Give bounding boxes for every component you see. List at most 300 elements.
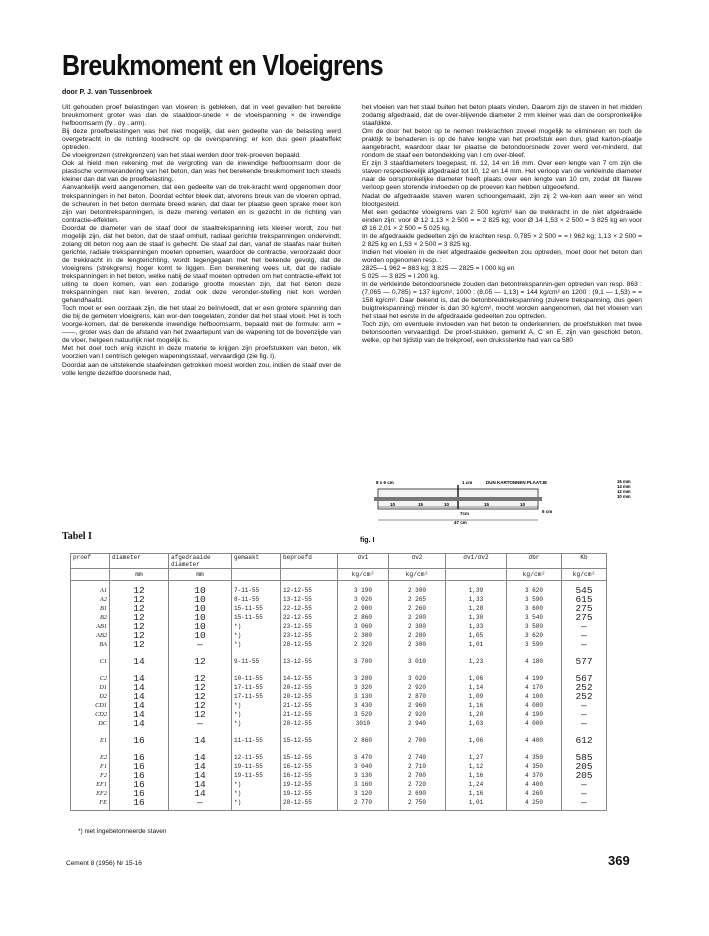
cell-value: 14 — [194, 735, 206, 746]
table-row-group — [71, 652, 607, 669]
table-cell — [281, 669, 338, 731]
table-cell — [110, 581, 169, 653]
cell-value: 15-12-55 — [283, 754, 312, 761]
cell-value: AB1 — [96, 623, 107, 630]
cell-value: 19-11-55 — [234, 763, 263, 770]
col-header: σv1/σv2 — [446, 554, 507, 569]
cell-value: 10 — [194, 612, 206, 623]
cell-value: 2 700 — [407, 737, 426, 744]
thickness-label: 6 cm — [542, 509, 553, 514]
cell-value: 577 — [575, 656, 593, 667]
table-cell — [389, 652, 446, 669]
cell-value: 14 — [133, 673, 145, 684]
legend-entry: 14 mm — [617, 484, 631, 489]
steel-bar — [374, 497, 542, 501]
cell-value: 16 — [133, 779, 145, 790]
cell-value: 8-11-55 — [234, 596, 260, 603]
cell-value: 23-12-55 — [283, 632, 312, 639]
cell-value: 1,06 — [468, 675, 484, 682]
cell-value: 2 300 — [407, 623, 426, 630]
cell-value: 15-11-55 — [234, 614, 263, 621]
table-cell — [507, 581, 562, 653]
cell-value: 12 — [194, 682, 206, 693]
cell-value: 3 130 — [353, 772, 372, 779]
cell-value: 10 — [194, 594, 206, 605]
cell-value: 12 — [194, 709, 206, 720]
cell-value: 2 860 — [353, 737, 372, 744]
table-cell — [71, 731, 110, 748]
cell-value: 16-12-55 — [283, 772, 312, 779]
cell-value: *) — [234, 623, 242, 630]
col-header: proef — [71, 554, 110, 569]
cell-value: 3 020 — [407, 675, 426, 682]
cell-value: 21-12-55 — [283, 711, 312, 718]
journal-footer: Cement 8 (1956) Nr 15-16 — [66, 860, 142, 867]
table-cell — [562, 652, 607, 669]
left-column — [62, 104, 341, 378]
cell-value: — — [581, 621, 587, 632]
cell-value: 4 190 — [524, 711, 543, 718]
figure-label: fig. I — [360, 537, 375, 544]
cell-value: 1,01 — [468, 641, 484, 648]
cell-value: — — [581, 709, 587, 720]
cell-value: 2 710 — [407, 763, 426, 770]
table-cell — [281, 652, 338, 669]
article-title: Breukmoment en Vloeigrens — [62, 50, 383, 82]
table-cell — [281, 731, 338, 748]
table-cell — [389, 669, 446, 731]
cell-value: *) — [234, 790, 242, 797]
cell-value: 3 020 — [353, 596, 372, 603]
cell-value: 3 540 — [524, 614, 543, 621]
cell-value: C1 — [99, 658, 107, 665]
cell-value: 14 — [133, 709, 145, 720]
cell-value: 16 — [133, 761, 145, 772]
cell-value: 1,16 — [468, 772, 484, 779]
cell-value: — — [197, 639, 203, 650]
table-cell — [169, 652, 232, 669]
cell-value: 2 720 — [407, 781, 426, 788]
table-cell — [338, 731, 389, 748]
table-cell — [232, 748, 281, 811]
table-cell — [232, 652, 281, 669]
cell-value: F2 — [100, 772, 107, 779]
col-header: afgedraaide diameter — [169, 554, 232, 569]
paragraph: Met een gedachte vloeigrens van 2 500 kg/cm² kan de trekkracht in de niet afgedraaide einden zijn: voor Ø 12 1,13 × 2 500 = = 2 825 kg; voor Ø 14 1,53 × 2 500 = 3 825 kg en voor Ø 16 2,01 × 2 500 = 5 025 kg. — [362, 208, 642, 232]
paragraph: Uit gehouden proef belastingen van vloeren is gebleken, dat in veel gevallen het bereikte breukmoment groter was dan de staaldoor-snede × de vloeispanning × de inwendige hefboomsarm (fy . σy . arm). — [62, 104, 341, 128]
legend-entry: 12 mm — [617, 489, 631, 494]
paragraph: Indien het vloeien in de niet afgedraaide gedeelten zou optreden, moet door het beton dan worden opgenomen resp. : — [362, 248, 642, 264]
paragraph: Bij deze proefbelastingen was het niet mogelijk, dat een gedeelte van de belasting werd overgebracht in de richting loodrecht op de overspanning; er kon dus geen plaateffekt optreden. — [62, 128, 341, 152]
table-cell — [562, 731, 607, 748]
table-cell — [169, 731, 232, 748]
table-cell — [110, 652, 169, 669]
col-header: σv1 — [338, 554, 389, 569]
cell-value: 23-12-55 — [283, 623, 312, 630]
unit-cell — [446, 569, 507, 581]
cell-value: 3010 — [355, 720, 371, 727]
cell-value: 16 — [133, 752, 145, 763]
cell-value: 1,16 — [468, 790, 484, 797]
cell-value: 1,20 — [468, 711, 484, 718]
cell-value: 1,28 — [468, 605, 484, 612]
cell-value: 16 — [133, 788, 145, 799]
paragraph: Met het doel toch enig inzicht in deze materie te krijgen zijn proefstukken van beton, elk voorzien van I centrisch gelegen wapeningsstaaf, vervaardigd (zie fig. I). — [62, 345, 341, 361]
cell-value: 16 — [133, 735, 145, 746]
cell-value: 2 870 — [407, 693, 426, 700]
cell-value: 1,05 — [468, 632, 484, 639]
cell-value: 3 600 — [524, 605, 543, 612]
cell-value: 12 — [133, 603, 145, 614]
segment-label: 10 — [444, 502, 450, 507]
table-cell — [507, 731, 562, 748]
table-cell — [232, 581, 281, 653]
cell-value: 16 — [133, 770, 145, 781]
cell-value: 12-11-55 — [234, 754, 263, 761]
cell-value: 2 770 — [353, 799, 372, 806]
cell-value: 12 — [133, 585, 145, 596]
cell-value: 10 — [194, 621, 206, 632]
table-cell — [446, 669, 507, 731]
cell-value: 2 265 — [407, 596, 426, 603]
cell-value: 2 700 — [407, 772, 426, 779]
cell-value: E1 — [100, 737, 107, 744]
cell-value: B1 — [100, 605, 107, 612]
cell-value: 15-12-55 — [283, 737, 312, 744]
table-row-group — [71, 669, 607, 731]
cell-value: 4 400 — [524, 781, 543, 788]
cell-value: 14 — [194, 770, 206, 781]
cell-value: 1,14 — [468, 684, 484, 691]
results-table — [70, 553, 607, 811]
paragraph: In de verkleinde betondoorsnede zouden dan betontrekspannin-gen optreden van resp. 863 : (7,065 — 0,785) = 137 kg/cm², 1000 : (8,05 — 1,13) = 144 kg/cm² en 1200 : (9,1 — 1,53) = = 158 kg/cm². Daar bekend is, dat de betonbreuktrekspanning (zuivere trekspanning, dus geen buigtrekspanning) minder is dan 30 kg/cm², mocht worden aangenomen, dat het vloeien van het staal het eerste in de afgedraaide gedeelten zou optreden. — [362, 281, 642, 321]
cell-value: 205 — [575, 770, 593, 781]
cell-value: — — [197, 797, 203, 808]
table-cell — [110, 748, 169, 811]
cell-value: 2 380 — [353, 632, 372, 639]
cell-value: 19-12-55 — [283, 781, 312, 788]
cell-value: 4 350 — [524, 754, 543, 761]
table-cell — [562, 669, 607, 731]
cell-value: 2 300 — [407, 587, 426, 594]
cell-value: 10 — [194, 585, 206, 596]
cell-value: — — [581, 788, 587, 799]
col-header: Kb — [562, 554, 607, 569]
cell-value: 1,27 — [468, 754, 484, 761]
cell-value: EF1 — [96, 781, 107, 788]
cell-value: 2 960 — [407, 702, 426, 709]
cell-value: 4 170 — [524, 684, 543, 691]
cell-value: 22-12-55 — [283, 605, 312, 612]
cell-value: 4 260 — [524, 790, 543, 797]
table-cell — [562, 581, 607, 653]
paragraph: het vloeien van het staal buiten het beton plaats vinden. Daarom zijn de staven in het midden zodanig afgedraaid, dat de over-blijvende diameter 2 mm kleiner was dan de oorspronkelijke staafdikte. — [362, 104, 642, 128]
table-cell — [507, 652, 562, 669]
col-header: σv2 — [389, 554, 446, 569]
cell-value: — — [581, 779, 587, 790]
cell-value: 4 000 — [524, 720, 543, 727]
cell-value: 14 — [133, 691, 145, 702]
cell-value: 2 900 — [353, 605, 372, 612]
table-cell — [169, 581, 232, 653]
cell-value: 2 740 — [407, 754, 426, 761]
table-row-group — [71, 581, 607, 653]
cell-value: DC — [98, 720, 107, 727]
cell-value: F1 — [100, 763, 107, 770]
cell-value: 4 190 — [524, 675, 543, 682]
paragraph: De vloeigrenzen (strekgrenzen) van het staal werden door trek-proeven bepaald. — [62, 152, 302, 160]
cell-value: 19-12-55 — [283, 790, 312, 797]
cell-value: 1,12 — [468, 763, 484, 770]
cell-value: A1 — [100, 587, 107, 594]
cell-value: 3 430 — [353, 702, 372, 709]
legend-entry: 10 mm — [617, 494, 631, 499]
cell-value: 275 — [575, 603, 593, 614]
cell-value: 11-11-55 — [234, 737, 263, 744]
cell-value: 3 200 — [353, 675, 372, 682]
cell-value: 16-12-55 — [283, 763, 312, 770]
unit-cell: kg/cm² — [389, 569, 446, 581]
cell-value: 22-12-55 — [283, 614, 312, 621]
cell-value: 1,16 — [468, 702, 484, 709]
cell-value: 3 060 — [353, 623, 372, 630]
unit-cell: mm — [169, 569, 232, 581]
figure-dim-text: 1 cm — [462, 480, 473, 485]
cell-value: 12 — [133, 630, 145, 641]
cell-value: — — [197, 718, 203, 729]
cell-value: — — [581, 718, 587, 729]
cell-value: 28-12-55 — [283, 641, 312, 648]
col-header: gemaakt — [232, 554, 281, 569]
cell-value: 1,24 — [468, 781, 484, 788]
cell-value: 10 — [194, 630, 206, 641]
cell-value: 2 920 — [407, 711, 426, 718]
table-cell — [446, 581, 507, 653]
unit-cell — [71, 569, 110, 581]
unit-cell: kg/cm² — [562, 569, 607, 581]
cell-value: B2 — [100, 614, 107, 621]
cell-value: 13-12-55 — [283, 596, 312, 603]
cell-value: 10-11-55 — [234, 675, 263, 682]
paragraph: Er zijn 3 staafdiameters toegepast, nl. 12, 14 en 16 mm. Over een lengte van 7 cm zijn die staven respectievelijk afgedraaid tot 10, 12 en 14 mm. Het verloop van de verkleinde diameter naar de oorspronkelijke diameter heeft plaats over een lengte van 10 cm, zodat dit flauwe verloop geen storende invloeden op de proeven kan hebben uitgeoefend. — [362, 160, 642, 192]
unit-cell — [281, 569, 338, 581]
cell-value: 14 — [133, 700, 145, 711]
cell-value: 2 200 — [407, 614, 426, 621]
specimen-figure — [374, 477, 664, 527]
cell-value: 2 320 — [353, 641, 372, 648]
cell-value: 612 — [575, 735, 593, 746]
segment-label: 15 — [418, 502, 424, 507]
paragraph: Nadat de afgedraaide staven waren schoongemaakt, zijn zij 2 we-ken aan weer en wind blootgesteld. — [362, 192, 642, 208]
table-cell — [507, 669, 562, 731]
table-title: Tabel I — [62, 531, 92, 542]
cell-value: C2 — [99, 675, 107, 682]
paragraph: Ook al hield men rekening met de vergroting van de inwendige hefboomsarm door de plastische vormverandering van het beton, dan was het berekende breukmoment toch steeds kleiner dan dat van de proefbelasting. — [62, 160, 341, 184]
cell-value: 12 — [133, 612, 145, 623]
cell-value: 3 520 — [353, 711, 372, 718]
cell-value: 12 — [133, 594, 145, 605]
cell-value: 1,09 — [468, 693, 484, 700]
cell-value: 1,39 — [468, 587, 484, 594]
cell-value: 4 400 — [524, 737, 543, 744]
table-cell — [71, 669, 110, 731]
cell-value: 14 — [194, 779, 206, 790]
table-cell — [389, 731, 446, 748]
table-cell — [562, 748, 607, 811]
cell-value: 1,30 — [468, 614, 484, 621]
table-cell — [281, 748, 338, 811]
cell-value: — — [581, 700, 587, 711]
cell-value: 3 040 — [353, 763, 372, 770]
table-cell — [71, 581, 110, 653]
table-cell — [338, 748, 389, 811]
cell-value: — — [581, 630, 587, 641]
cell-value: 14 — [194, 752, 206, 763]
cell-value: 2 300 — [407, 641, 426, 648]
cell-value: 567 — [575, 673, 593, 684]
cell-value: 2 920 — [407, 684, 426, 691]
cell-value: *) — [234, 781, 242, 788]
figure-dim-text: 8 x 6 cm — [376, 480, 394, 485]
col-header: diameter — [110, 554, 169, 569]
cell-value: 4 350 — [524, 763, 543, 770]
cell-value: *) — [234, 641, 242, 648]
table-cell — [281, 581, 338, 653]
cell-value: 275 — [575, 612, 593, 623]
legend-entry: 16 mm — [617, 479, 631, 484]
cell-value: 3 190 — [353, 587, 372, 594]
cell-value: 3 470 — [353, 754, 372, 761]
cell-value: 2 860 — [353, 614, 372, 621]
cell-value: 21-12-55 — [283, 702, 312, 709]
paragraph: Doordat aan de uitstekende staafeinden getrokken moest worden zou, indien de staaf over de volle lengte dezelfde doorsnede had, — [62, 361, 341, 377]
cell-value: 20-12-55 — [283, 693, 312, 700]
segment-label: 15 — [484, 502, 490, 507]
table-cell — [71, 652, 110, 669]
cell-value: EF2 — [96, 790, 107, 797]
paragraph: In de afgedraaide gedeelten zijn de krachten resp. 0,785 × 2 500 = = I 962 kg; 1,13 × 2 500 = 2 825 kg en 1,53 × 2 500 = 3 825 kg. — [362, 232, 642, 248]
cell-value: 4 100 — [524, 693, 543, 700]
cell-value: 15-11-55 — [234, 605, 263, 612]
cell-value: 2 940 — [407, 720, 426, 727]
cell-value: D2 — [99, 693, 107, 700]
cell-value: 3 120 — [353, 790, 372, 797]
cell-value: 3 010 — [407, 658, 426, 665]
right-column — [362, 104, 642, 345]
cell-value: E2 — [100, 754, 107, 761]
unit-cell: mm — [110, 569, 169, 581]
paragraph: 5 025 — 3 825 = I 200 kg. — [362, 272, 440, 280]
table-row-group — [71, 731, 607, 748]
cell-value: A2 — [100, 596, 107, 603]
cell-value: 3 580 — [524, 623, 543, 630]
table-cell — [446, 652, 507, 669]
cell-value: 14 — [133, 656, 145, 667]
cell-value: 3 620 — [524, 632, 543, 639]
cell-value: *) — [234, 632, 242, 639]
cell-value: 2 260 — [407, 605, 426, 612]
table-body — [71, 581, 607, 811]
cell-value: 28-12-55 — [283, 799, 312, 806]
cell-value: 13-12-55 — [283, 658, 312, 665]
table-cell — [389, 748, 446, 811]
paragraph: Toch zijn, om eventuele invloeden van het beton te onderkennen, de proefstukken met twee betonsoorten vervaardigd. De proef-stukken, gemerkt A, C en E, zijn van geschokt beton, welke, op het tijdstip van de trekproef, een drukssterkte had van ca 580 — [362, 321, 642, 345]
cell-value: 3 320 — [353, 684, 372, 691]
cell-value: 1,23 — [468, 658, 484, 665]
unit-cell: kg/cm² — [507, 569, 562, 581]
col-header: σbr — [507, 554, 562, 569]
cell-value: 16 — [133, 797, 145, 808]
length-label: 47 cm — [454, 520, 467, 525]
cell-value: 4 250 — [524, 799, 543, 806]
cell-value: *) — [234, 711, 242, 718]
cell-value: 12 — [194, 673, 206, 684]
paragraph: Om de door het beton op te nemen trekkrachten zoveel mogelijk te elimineren en toch de praktijk te benaderen is op de halve lengte van het proefstuk een dun, glad karton-plaatje aangebracht, waardoor daar ter plaatse de betondoorsnede zover werd ver-minderd, dat rondom de staaf een betondekking van I cm over-bleef. — [362, 128, 642, 160]
unit-cell: kg/cm² — [338, 569, 389, 581]
cell-value: 17-11-55 — [234, 693, 263, 700]
paragraph: 2825—1 962 = 863 kg; 3 825 — 2825 = I 000 kg en — [362, 264, 515, 272]
table-cell — [446, 748, 507, 811]
cell-value: *) — [234, 799, 242, 806]
cell-value: 9-11-55 — [234, 658, 260, 665]
table-footnote: *) niet ingebetonneerde staven — [78, 828, 167, 835]
cell-value: 12 — [133, 639, 145, 650]
table-cell — [110, 669, 169, 731]
cell-value: 14 — [194, 761, 206, 772]
table-cell — [232, 731, 281, 748]
table-cell — [446, 731, 507, 748]
cell-value: 7-11-55 — [234, 587, 260, 594]
cell-value: 12 — [133, 621, 145, 632]
cell-value: FE — [99, 799, 107, 806]
cell-value: 3 590 — [524, 596, 543, 603]
figure-dim-text: DUN KARTONNEN PLAATJE — [486, 480, 548, 485]
cell-value: 1,33 — [468, 596, 484, 603]
cell-value: *) — [234, 720, 242, 727]
cell-value: 14 — [194, 788, 206, 799]
cell-value: 1,01 — [468, 799, 484, 806]
cell-value: 545 — [575, 585, 593, 596]
table-cell — [507, 748, 562, 811]
cell-value: 4 370 — [524, 772, 543, 779]
cell-value: 4 180 — [524, 658, 543, 665]
table-cell — [110, 731, 169, 748]
cell-value: 17-11-55 — [234, 684, 263, 691]
cell-value: AB2 — [96, 632, 107, 639]
byline: door P. J. van Tussenbroek — [62, 89, 152, 96]
table-cell — [169, 748, 232, 811]
cell-value: 2 750 — [407, 799, 426, 806]
paragraph: Doordat de diameter van de staaf door de staaltrekspanning iets kleiner wordt, zou het mogelijk zijn, dat het beton, dat de staaf omhult, radiaal gerichte trekspanningen ondervindt, zolang dit beton nog aan de staaf is gehecht. De staaf zal dan, vanaf de staafas naar buiten gerichte, radiale trekspanningen moeten opnemen, waardoor de contractie, veroorzaakt door de trekkracht in de lengterichting, wordt tegengegaan met het bekende gevolg, dat de vloeigrens (strekgrens) hoger komt te liggen. Een berekening wees uit, dat de radiale trekspanningen in het beton, welke nabij de staaf moeten optreden om het contractie-effekt tot uiting te doen komen, van een zodanige grootte moesten zijn, dat het beton deze trekspanningen niet kan leveren, zodat ook deze veronder-stelling niet kon worden gehandhaafd. — [62, 224, 341, 305]
paragraph: Toch moet er een oorzaak zijn, die het staal zo beïnvloedt, dat er een grotere spanning dan die bij de gemeten vloeigrens, kan wor-den toegelaten, zonder dat het staal vloeit. Het is toch voorge-komen, dat de berekende inwendige hefboomsarm, bepaald met de formule: arm =——, groter was dan de afstand van het zwaartepunt van de wapening tot de bovenzijde van de vloer, hetgeen natuurlijk niet mogelijk is. — [62, 305, 341, 345]
cell-value: 12 — [194, 656, 206, 667]
cell-value: 14 — [133, 718, 145, 729]
cell-value: — — [581, 797, 587, 808]
cell-value: 20-12-55 — [283, 684, 312, 691]
cell-value: 252 — [575, 691, 593, 702]
unit-cell — [232, 569, 281, 581]
cell-value: 12 — [194, 691, 206, 702]
table-cell — [338, 652, 389, 669]
table-cell — [169, 669, 232, 731]
cell-value: CD1 — [95, 702, 107, 709]
cell-value: 10 — [194, 603, 206, 614]
cell-value: 1,03 — [468, 720, 484, 727]
cell-value: 615 — [575, 594, 593, 605]
cell-value: 12-12-55 — [283, 587, 312, 594]
cell-value: 585 — [575, 752, 593, 763]
cell-value: 3 130 — [353, 693, 372, 700]
